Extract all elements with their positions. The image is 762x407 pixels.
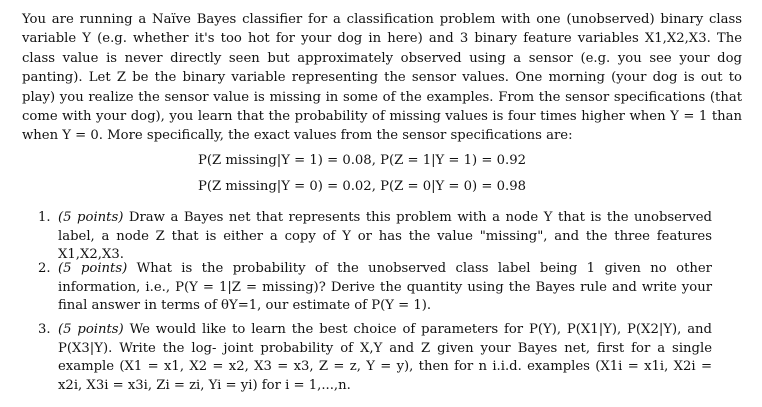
intro-paragraph: You are running a Naïve Bayes classifier for a classification problem with one (unobserved) binary class variable Y (e.g. whether it's too hot for your dog in here) and 3 binary feature variables X1,X2,X3. The class value is never directly seen but approximately observed using a sensor (e.g. you see your dog panting). Let Z be the binary variable representing the sensor values. One morning (your dog is out to play) you realize the sensor value is missing in some of the examples. From the sensor specifications (that come with your dog), you learn that the probability of missing values is four times higher when Y = 1 than when Y = 0. More specifically, the exact values from the sensor specifications are: <box>22 12 742 144</box>
question-1 <box>38 209 712 265</box>
question-points: (5 points) <box>58 322 124 337</box>
question-3 <box>38 321 712 395</box>
question-text: Draw a Bayes net that represents this problem with a node Y that is the unobserved label, a node Z that is either a copy of Y or has the value "missing", and the three features X1,X2,X3. <box>58 210 712 263</box>
equation-line-2: P(Z missing|Y = 0) = 0.02, P(Z = 0|Y = 0) = 0.98 <box>198 179 527 194</box>
question-number: 2. <box>38 261 51 276</box>
question-points: (5 points) <box>58 261 128 276</box>
equation-line-1: P(Z missing|Y = 1) = 0.08, P(Z = 1|Y = 1) = 0.92 <box>198 153 527 168</box>
question-text: What is the probability of the unobserved class label being 1 given no other information, i.e., P(Y = 1|Z = missing)? Derive the quantity using the Bayes rule and write your final answer in terms of θY=1, our estimate of P(Y = 1). <box>58 261 712 314</box>
question-text: We would like to learn the best choice of parameters for P(Y), P(X1|Y), P(X2|Y), and P(X3|Y). Write the log- joint probability of X,Y and Z given your Bayes net, first for a single example (X1 = x1, X2 = x2, X3 = x3, Z = z, Y = y), then for n i.i.d. examples (X1i = x1i, X2i = x2i, X3i = x3i, Zi = zi, Yi = yi) for i = 1,...,n. <box>58 322 712 393</box>
question-number: 3. <box>38 322 51 337</box>
question-2 <box>38 260 712 316</box>
question-points: (5 points) <box>58 210 124 225</box>
question-number: 1. <box>38 210 51 225</box>
